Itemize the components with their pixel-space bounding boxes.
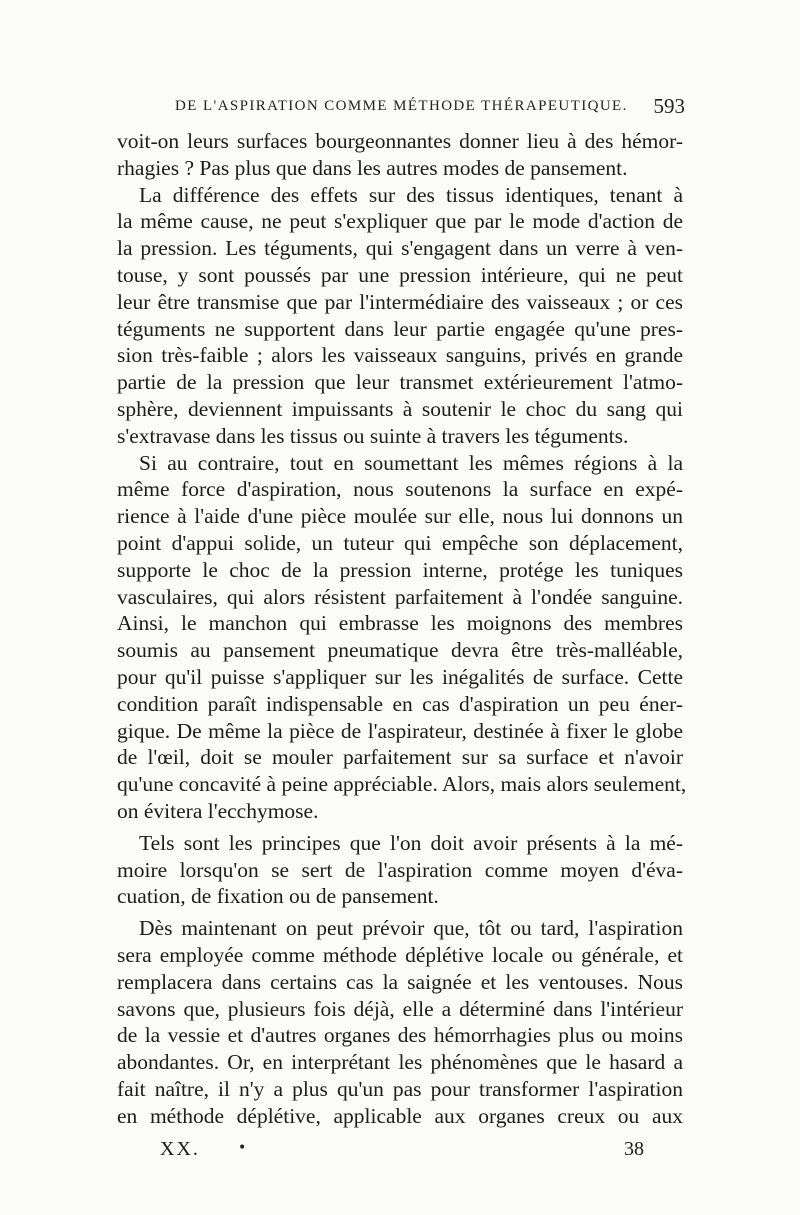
text-line: vasculaires, qui alors résistent parfaitement à l'ondée sanguine. (117, 584, 683, 609)
text-line: remplacera dans certains cas la saignée et les ventouses. Nous (117, 969, 683, 994)
ink-dot: • (238, 1140, 247, 1156)
text-line: savons que, plusieurs fois déjà, elle a déterminé dans l'intérieur (117, 996, 683, 1021)
text-line: pour qu'il puisse s'appliquer sur les inégalités de surface. Cette (117, 664, 683, 689)
text-line: sphère, deviennent impuissants à soutenir le choc du sang qui (117, 396, 683, 421)
text-line: Si au contraire, tout en soumettant les mêmes régions à la (139, 450, 683, 475)
sheet-number: 38 (624, 1138, 644, 1160)
text-line: de la vessie et d'autres organes des hémorrhagies plus ou moins (117, 1023, 683, 1048)
text-line: la même cause, ne peut s'expliquer que par le mode d'action de (117, 209, 683, 234)
text-line: qu'une concavité à peine appréciable. Alors, mais alors seulement, (117, 772, 687, 797)
text-line: de l'œil, doit se mouler parfaitement sur sa surface et n'avoir (117, 745, 683, 770)
page-number: 593 (653, 94, 685, 118)
text-line: gique. De même la pièce de l'aspirateur, destinée à fixer le globe (117, 718, 683, 743)
text-line: en méthode déplétive, applicable aux organes creux ou aux (117, 1103, 683, 1128)
page-header (175, 96, 685, 120)
text-line: leur être transmise que par l'intermédiaire des vaisseaux ; or ces (117, 289, 683, 314)
text-line: supporte le choc de la pression interne, protége les tuniques (117, 557, 683, 582)
text-line: cuation, de fixation ou de pansement. (117, 884, 439, 909)
text-line: Ainsi, le manchon qui embrasse les moignons des membres (117, 611, 683, 636)
text-line: la pression. Les téguments, qui s'engagent dans un verre à ven- (117, 236, 683, 261)
text-line: soumis au pansement pneumatique devra être très-malléable, (117, 638, 683, 663)
text-line: rience à l'aide d'une pièce moulée sur elle, nous lui donnons un (117, 504, 683, 529)
text-line: téguments ne supportent dans leur partie engagée qu'une pres- (117, 316, 683, 341)
text-line: condition paraît indispensable en cas d'aspiration un peu éner- (117, 691, 683, 716)
text-line: fait naître, il n'y a plus qu'un pas pour transformer l'aspiration (117, 1076, 683, 1101)
text-line: Tels sont les principes que l'on doit avoir présents à la mé- (139, 830, 683, 855)
text-line: même force d'aspiration, nous soutenons la surface en expé- (117, 477, 683, 502)
text-line: s'extravase dans les tissus ou suinte à travers les téguments. (117, 423, 629, 448)
text-line: sera employée comme méthode déplétive locale ou générale, et (117, 942, 683, 967)
text-line: Dès maintenant on peut prévoir que, tôt ou tard, l'aspiration (139, 916, 683, 941)
text-line: on évitera l'ecchymose. (117, 798, 319, 823)
text-line: abondantes. Or, en interprétant les phénomènes que le hasard a (117, 1050, 683, 1075)
signature-mark: XX. (160, 1138, 200, 1160)
text-line: rhagies ? Pas plus que dans les autres modes de pansement. (117, 155, 628, 180)
text-line: point d'appui solide, un tuteur qui empêche son déplacement, (117, 530, 683, 555)
text-line: partie de la pression que leur transmet extérieurement l'atmo- (117, 370, 683, 395)
text-line: sion très-faible ; alors les vaisseaux sanguins, privés en grande (117, 343, 683, 368)
text-line: touse, y sont poussés par une pression intérieure, qui ne peut (117, 262, 683, 287)
text-line: moire lorsqu'on se sert de l'aspiration comme moyen d'éva- (117, 857, 683, 882)
text-line: voit-on leurs surfaces bourgeonnantes donner lieu à des hémor- (117, 129, 683, 153)
text-line: La différence des effets sur des tissus identiques, tenant à (139, 182, 683, 207)
page-footer (160, 1138, 644, 1166)
running-title: DE L'ASPIRATION COMME MÉTHODE THÉRAPEUTIQUE. (175, 98, 628, 114)
body-text (117, 128, 687, 1129)
